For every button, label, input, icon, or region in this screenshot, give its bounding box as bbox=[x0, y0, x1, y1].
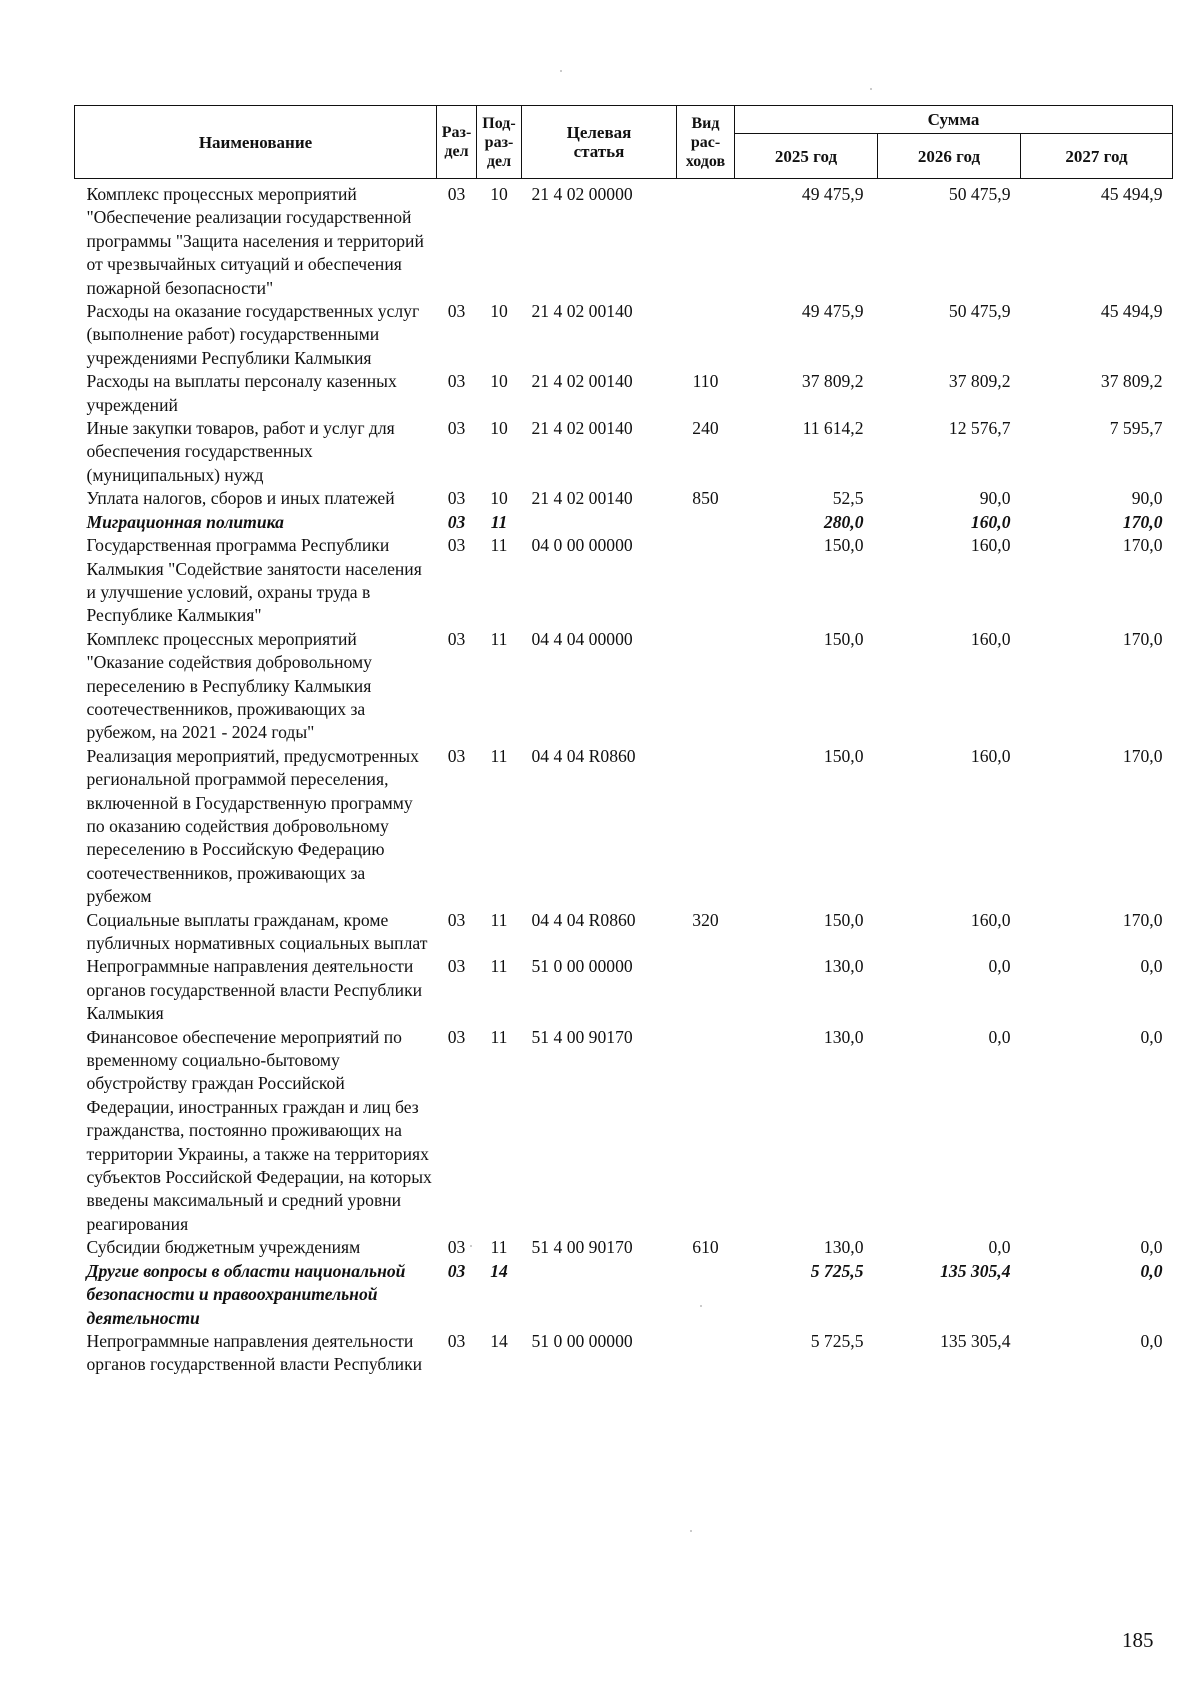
cell-name: Расходы на выплаты персоналу казенных учреждений bbox=[86, 371, 397, 415]
cell-2025: 37 809,2 bbox=[801, 371, 864, 392]
cell-vid bbox=[677, 745, 735, 909]
cell-2027: 0,0 bbox=[1140, 1330, 1163, 1351]
cell-razdel: 03 bbox=[447, 1330, 466, 1351]
table-row bbox=[75, 1026, 1173, 1237]
header-vid: Вид рас-ходов bbox=[677, 106, 735, 179]
cell-name: Миграционная политика bbox=[86, 511, 284, 532]
cell-razdel: 03 bbox=[447, 488, 466, 509]
cell-name: Иные закупки товаров, работ и услуг для обеспечения государственных (муниципальных) нужд bbox=[86, 418, 395, 485]
cell-2026: 50 475,9 bbox=[948, 184, 1011, 204]
cell-2025: 5 725,5 bbox=[810, 1260, 864, 1281]
cell-razdel: 03 bbox=[447, 745, 466, 766]
cell-vid: 110 bbox=[692, 371, 719, 392]
cell-podrazdel: 11 bbox=[490, 1237, 508, 1258]
cell-podrazdel: 11 bbox=[490, 1026, 508, 1047]
header-celevaya: Целевая статья bbox=[522, 106, 677, 179]
table-row bbox=[75, 300, 1173, 370]
cell-podrazdel: 10 bbox=[490, 301, 508, 322]
cell-2025: 5 725,5 bbox=[810, 1330, 864, 1351]
cell-vid bbox=[677, 179, 735, 301]
cell-celevaya: 21 4 02 00000 bbox=[531, 184, 633, 204]
cell-2027: 170,0 bbox=[1122, 909, 1163, 930]
cell-2026: 160,0 bbox=[970, 745, 1011, 766]
cell-2027: 170,0 bbox=[1122, 535, 1163, 556]
header-razdel: Раз-дел bbox=[437, 106, 477, 179]
table-row bbox=[75, 487, 1173, 510]
cell-razdel: 03 bbox=[447, 301, 466, 322]
cell-2027: 45 494,9 bbox=[1100, 301, 1163, 322]
cell-2027: 7 595,7 bbox=[1109, 418, 1163, 439]
cell-celevaya: 21 4 02 00140 bbox=[531, 301, 633, 322]
cell-celevaya bbox=[522, 511, 677, 534]
cell-razdel: 03 bbox=[447, 1260, 466, 1281]
cell-2026: 135 305,4 bbox=[940, 1260, 1011, 1281]
cell-name: Уплата налогов, сборов и иных платежей bbox=[86, 488, 395, 509]
cell-podrazdel: 11 bbox=[490, 535, 508, 556]
cell-2025: 150,0 bbox=[823, 628, 864, 649]
cell-2026: 135 305,4 bbox=[940, 1330, 1011, 1351]
cell-2025: 150,0 bbox=[823, 745, 864, 766]
header-summa: Сумма bbox=[735, 106, 1173, 134]
table-row bbox=[75, 628, 1173, 745]
header-year-2026: 2026 год bbox=[878, 134, 1021, 179]
cell-vid bbox=[677, 1260, 735, 1330]
cell-name: Субсидии бюджетным учреждениям bbox=[86, 1237, 361, 1258]
cell-podrazdel: 10 bbox=[490, 184, 508, 204]
header-year-2025: 2025 год bbox=[735, 134, 878, 179]
cell-vid bbox=[677, 511, 735, 534]
cell-celevaya: 21 4 02 00140 bbox=[531, 488, 633, 509]
cell-2025: 49 475,9 bbox=[801, 184, 864, 204]
cell-razdel: 03 bbox=[447, 909, 466, 930]
cell-name: Расходы на оказание государственных услуг (выполнение работ) государственными учреждениями Республики Калмыкия bbox=[86, 301, 420, 368]
table-row bbox=[75, 1236, 1173, 1259]
table-row bbox=[75, 1330, 1173, 1377]
cell-celevaya: 04 0 00 00000 bbox=[531, 535, 633, 556]
table-row bbox=[75, 955, 1173, 1025]
cell-2025: 150,0 bbox=[823, 909, 864, 930]
cell-2027: 37 809,2 bbox=[1100, 371, 1163, 392]
table-row bbox=[75, 370, 1173, 417]
cell-vid bbox=[677, 534, 735, 628]
cell-razdel: 03 bbox=[447, 1237, 466, 1258]
cell-2025: 130,0 bbox=[823, 1026, 864, 1047]
table-body bbox=[75, 179, 1173, 1377]
cell-podrazdel: 11 bbox=[490, 909, 508, 930]
cell-razdel: 03 bbox=[447, 1026, 466, 1047]
cell-2026: 12 576,7 bbox=[948, 418, 1011, 439]
table-row bbox=[75, 745, 1173, 909]
cell-podrazdel: 10 bbox=[490, 488, 508, 509]
cell-podrazdel: 11 bbox=[490, 956, 508, 977]
cell-vid bbox=[677, 1026, 735, 1237]
cell-celevaya: 21 4 02 00140 bbox=[531, 418, 633, 439]
cell-celevaya: 04 4 04 00000 bbox=[531, 628, 633, 649]
cell-2026: 50 475,9 bbox=[948, 301, 1011, 322]
cell-2026: 160,0 bbox=[970, 511, 1011, 532]
cell-2027: 0,0 bbox=[1140, 956, 1163, 977]
cell-celevaya bbox=[522, 1260, 677, 1330]
table-row bbox=[75, 1260, 1173, 1330]
cell-2026: 90,0 bbox=[979, 488, 1011, 509]
cell-name: Комплекс процессных мероприятий "Обеспечение реализации государственной программы "Защита населения и территорий от чрезвычайных ситуаций и обеспечения пожарной безопасности" bbox=[86, 184, 424, 298]
cell-2027: 170,0 bbox=[1122, 745, 1163, 766]
cell-2027: 0,0 bbox=[1140, 1260, 1163, 1281]
budget-table-page bbox=[74, 105, 1172, 1377]
header-year-2027: 2027 год bbox=[1021, 134, 1173, 179]
cell-name: Другие вопросы в области национальной безопасности и правоохранительной деятельности bbox=[86, 1260, 406, 1328]
cell-name: Финансовое обеспечение мероприятий по временному социально-бытовому обустройству граждан Российской Федерации, иностранных граждан и лиц без гражданства, постоянно проживающих на территории Украины, а также на территориях субъектов Российской Федерации, на которых введены максимальный и средний уровни реагирования bbox=[86, 1026, 432, 1234]
cell-vid: 850 bbox=[692, 488, 719, 509]
budget-table bbox=[74, 105, 1173, 1377]
cell-2026: 160,0 bbox=[970, 535, 1011, 556]
cell-celevaya: 04 4 04 R0860 bbox=[531, 909, 636, 930]
cell-2026: 37 809,2 bbox=[948, 371, 1011, 392]
cell-2026: 0,0 bbox=[988, 1237, 1011, 1258]
table-header bbox=[75, 106, 1173, 179]
cell-podrazdel: 11 bbox=[490, 628, 508, 649]
cell-razdel: 03 bbox=[447, 184, 466, 204]
cell-2026: 0,0 bbox=[988, 1026, 1011, 1047]
cell-name: Непрограммные направления деятельности органов государственной власти Республики bbox=[86, 1330, 423, 1375]
cell-name: Непрограммные направления деятельности органов государственной власти Республики Калмыкия bbox=[86, 956, 423, 1024]
cell-razdel: 03 bbox=[447, 371, 466, 392]
cell-vid: 610 bbox=[692, 1237, 719, 1258]
cell-celevaya: 21 4 02 00140 bbox=[531, 371, 633, 392]
cell-2027: 170,0 bbox=[1122, 628, 1163, 649]
cell-2025: 130,0 bbox=[823, 1237, 864, 1258]
cell-celevaya: 51 4 00 90170 bbox=[531, 1026, 633, 1047]
cell-razdel: 03 bbox=[447, 511, 466, 532]
cell-vid: 320 bbox=[692, 909, 719, 930]
cell-2025: 280,0 bbox=[823, 511, 864, 532]
table-row bbox=[75, 534, 1173, 628]
cell-2027: 0,0 bbox=[1140, 1026, 1163, 1047]
cell-name: Реализация мероприятий, предусмотренных региональной программой переселения, включенной в Государственную программу по оказанию содействия добровольному переселению в Российскую Федерацию соотечественников, проживающих за рубежом bbox=[86, 745, 419, 907]
header-name: Наименование bbox=[75, 106, 437, 179]
cell-2025: 11 614,2 bbox=[802, 418, 864, 439]
table-row bbox=[75, 909, 1173, 956]
cell-celevaya: 04 4 04 R0860 bbox=[531, 745, 636, 766]
cell-vid: 240 bbox=[692, 418, 719, 439]
table-row bbox=[75, 179, 1173, 301]
cell-podrazdel: 10 bbox=[490, 418, 508, 439]
cell-podrazdel: 11 bbox=[490, 511, 508, 532]
cell-celevaya: 51 4 00 90170 bbox=[531, 1237, 633, 1258]
cell-2026: 160,0 bbox=[970, 628, 1011, 649]
cell-podrazdel: 10 bbox=[490, 371, 508, 392]
cell-celevaya: 51 0 00 00000 bbox=[531, 1330, 633, 1351]
cell-2025: 49 475,9 bbox=[801, 301, 864, 322]
cell-2025: 130,0 bbox=[823, 956, 864, 977]
cell-2026: 160,0 bbox=[970, 909, 1011, 930]
cell-2027: 170,0 bbox=[1122, 511, 1163, 532]
table-row bbox=[75, 417, 1173, 487]
cell-celevaya: 51 0 00 00000 bbox=[531, 956, 633, 977]
cell-razdel: 03 bbox=[447, 535, 466, 556]
cell-2027: 45 494,9 bbox=[1100, 184, 1163, 204]
cell-2025: 150,0 bbox=[823, 535, 864, 556]
cell-razdel: 03 bbox=[447, 628, 466, 649]
cell-vid bbox=[677, 955, 735, 1025]
page-number: 185 bbox=[1122, 1628, 1154, 1652]
cell-podrazdel: 14 bbox=[490, 1330, 508, 1351]
cell-name: Комплекс процессных мероприятий "Оказание содействия добровольному переселению в Республику Калмыкия соотечественников, проживающих за рубежом, на 2021 - 2024 годы" bbox=[86, 628, 372, 743]
cell-razdel: 03 bbox=[447, 956, 466, 977]
cell-name: Государственная программа Республики Калмыкия "Содействие занятости населения и улучшение условий, охраны труда в Республике Калмыкия" bbox=[86, 535, 422, 626]
cell-podrazdel: 11 bbox=[490, 745, 508, 766]
cell-2026: 0,0 bbox=[988, 956, 1011, 977]
header-podrazdel: Под-раз-дел bbox=[477, 106, 522, 179]
cell-2027: 0,0 bbox=[1140, 1237, 1163, 1258]
cell-vid bbox=[677, 628, 735, 745]
cell-vid bbox=[677, 300, 735, 370]
cell-2025: 52,5 bbox=[832, 488, 864, 509]
cell-podrazdel: 14 bbox=[490, 1260, 508, 1281]
cell-razdel: 03 bbox=[447, 418, 466, 439]
table-row bbox=[75, 511, 1173, 534]
cell-2027: 90,0 bbox=[1131, 488, 1163, 509]
cell-vid bbox=[677, 1330, 735, 1377]
cell-name: Социальные выплаты гражданам, кроме публичных нормативных социальных выплат bbox=[86, 909, 428, 953]
